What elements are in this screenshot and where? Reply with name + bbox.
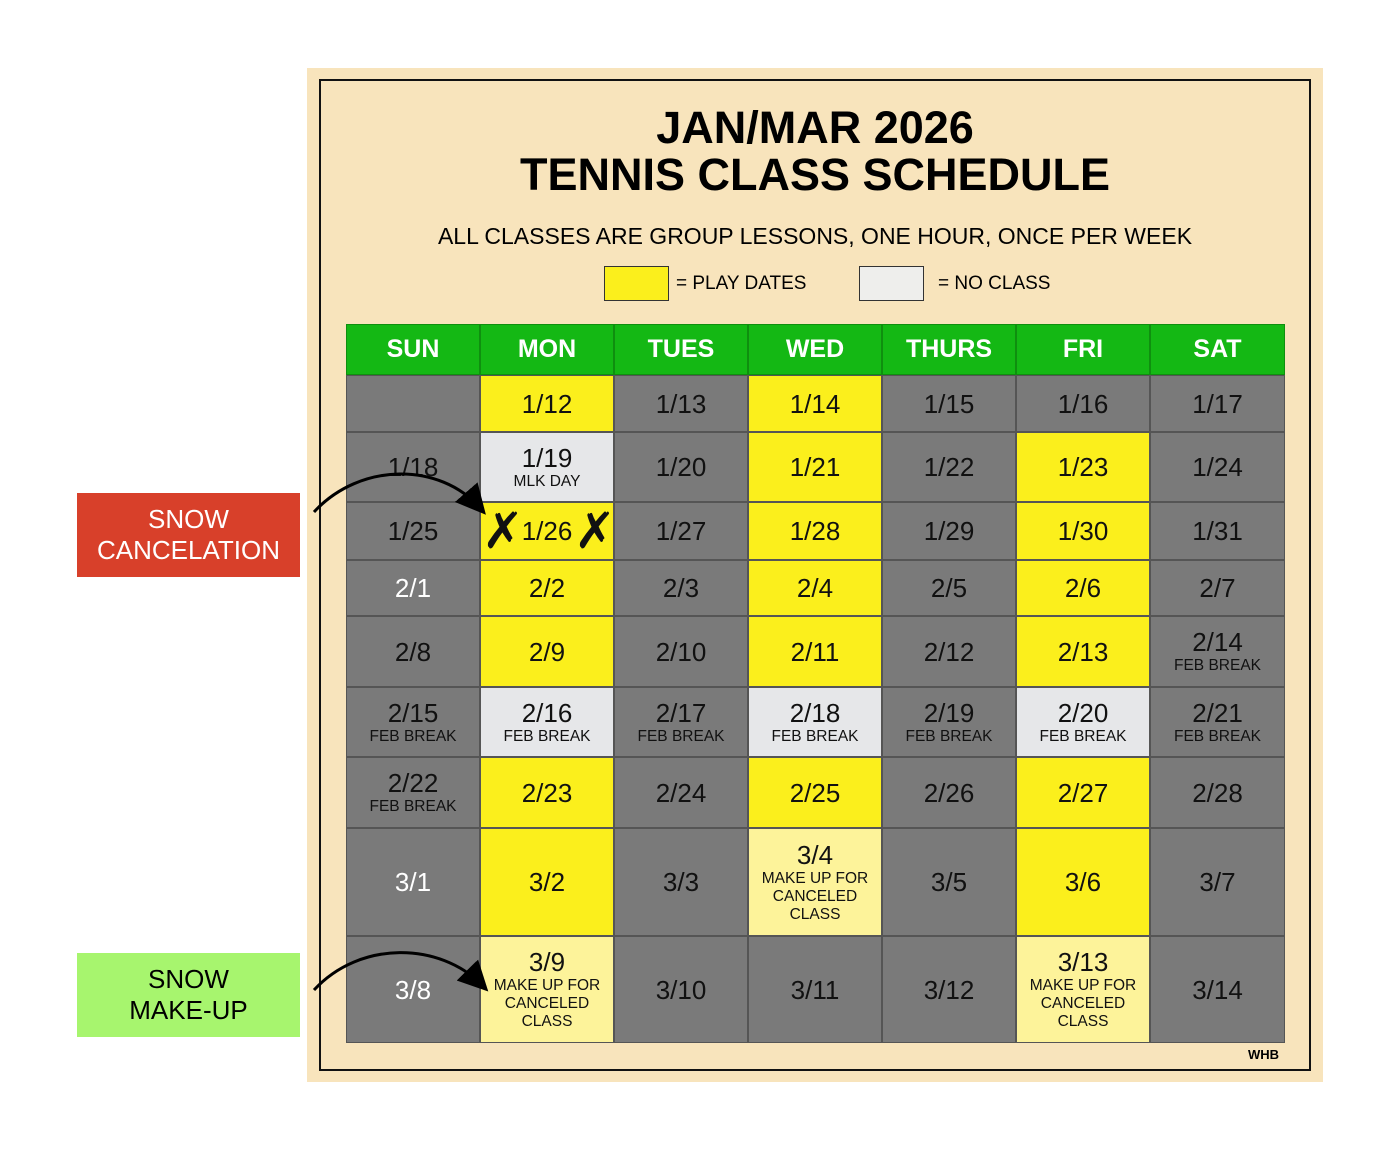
day-date: 2/4 — [796, 573, 834, 603]
day-date: 1/21 — [789, 452, 841, 482]
day-date: 2/1 — [394, 573, 432, 603]
day-header-sun: SUN — [346, 324, 480, 375]
day-date: 2/2 — [528, 573, 566, 603]
day-date: 2/19 — [923, 697, 975, 728]
day-date: 3/6 — [1064, 867, 1102, 897]
day-date: 2/12 — [923, 636, 975, 667]
tag-makeup-line-2: MAKE-UP — [129, 995, 248, 1025]
day-date: 2/9 — [528, 636, 566, 667]
day-date: 2/22 — [387, 768, 439, 798]
day-date: 1/16 — [1057, 388, 1109, 419]
day-date: 3/3 — [662, 867, 700, 897]
day-date: 3/5 — [930, 867, 968, 897]
day-date: 2/10 — [655, 636, 707, 667]
day-header-wed: WED — [748, 324, 882, 375]
day-date: 1/26 — [521, 516, 573, 546]
day-date: 2/14 — [1192, 627, 1243, 657]
day-date: 1/23 — [1057, 452, 1109, 482]
tag-cancel-line-1: SNOW — [148, 504, 229, 534]
day-date: 1/22 — [923, 452, 975, 482]
day-date: 3/7 — [1199, 867, 1236, 897]
day-date: 2/17 — [655, 697, 707, 728]
day-date: 2/15 — [387, 697, 439, 728]
day-date: 1/28 — [789, 516, 841, 546]
day-date: 3/10 — [655, 974, 707, 1005]
legend-noclass-label: = NO CLASS — [938, 273, 1051, 294]
day-date: 2/16 — [521, 697, 573, 728]
day-date: 3/4 — [796, 839, 834, 870]
legend-play-label: = PLAY DATES — [676, 273, 807, 294]
day-date: 1/27 — [655, 516, 707, 546]
day-date: 2/3 — [662, 573, 700, 603]
day-note: FEB BREAK — [369, 727, 457, 745]
day-note: FEB BREAK — [771, 727, 859, 745]
day-note: FEB BREAK — [1039, 727, 1127, 745]
day-note: MLK DAY — [513, 472, 581, 490]
day-note: FEB BREAK — [637, 727, 725, 745]
day-note: FEB BREAK — [1174, 657, 1261, 674]
day-date: 1/12 — [521, 388, 573, 419]
day-date: 3/2 — [528, 867, 566, 897]
day-date: 2/7 — [1199, 573, 1236, 603]
cancel-arrow — [314, 474, 480, 512]
cancel-x-mark-right: ✗ — [574, 503, 616, 559]
day-date: 2/5 — [930, 573, 968, 603]
day-header-thurs: THURS — [882, 324, 1016, 375]
day-date: 2/25 — [789, 777, 841, 808]
day-date: 3/1 — [394, 867, 432, 897]
day-date: 1/20 — [655, 452, 707, 482]
day-date: 2/13 — [1057, 636, 1109, 667]
day-date: 2/28 — [1192, 777, 1243, 808]
day-date: 3/11 — [790, 974, 840, 1005]
subtitle: ALL CLASSES ARE GROUP LESSONS, ONE HOUR, ONCE PER WEEK — [437, 223, 1193, 249]
day-date: 1/29 — [923, 516, 975, 546]
day-date: 3/13 — [1057, 947, 1109, 977]
day-date: 1/19 — [521, 442, 573, 473]
day-header-mon: MON — [480, 324, 614, 375]
day-note: FEB BREAK — [905, 727, 993, 745]
day-date: 2/24 — [655, 777, 707, 808]
day-date: 2/20 — [1057, 697, 1109, 728]
day-date: 1/14 — [789, 388, 841, 419]
day-date: 1/15 — [923, 388, 975, 419]
day-date: 2/18 — [789, 697, 841, 728]
cancel-x-mark-left: ✗ — [482, 503, 524, 559]
day-date: 1/17 — [1192, 388, 1243, 419]
day-date: 2/23 — [521, 777, 573, 808]
title-line-1: JAN/MAR 2026 — [656, 102, 974, 153]
day-date: 1/18 — [387, 452, 439, 482]
day-date: 2/11 — [790, 636, 840, 667]
day-date: 3/8 — [394, 974, 432, 1005]
day-date: 1/30 — [1057, 516, 1109, 546]
day-header-fri: FRI — [1016, 324, 1150, 375]
tag-makeup-line-1: SNOW — [148, 964, 229, 994]
day-note: MAKE UP FOR CANCELED CLASS — [493, 977, 601, 1030]
day-date: 1/24 — [1192, 452, 1243, 482]
day-note: FEB BREAK — [369, 798, 457, 815]
day-date: 2/21 — [1192, 697, 1243, 728]
day-date: 1/13 — [655, 388, 707, 419]
day-date: 2/8 — [394, 636, 432, 667]
day-date: 3/12 — [923, 974, 975, 1005]
day-header-tues: TUES — [614, 324, 748, 375]
day-header-sat: SAT — [1150, 324, 1285, 375]
day-date: 2/6 — [1064, 573, 1102, 603]
author-initials: WHB — [1248, 1047, 1280, 1062]
day-note: FEB BREAK — [1174, 727, 1261, 745]
day-note: MAKE UP FOR CANCELED CLASS — [1029, 977, 1137, 1030]
day-date: 1/31 — [1192, 516, 1243, 546]
day-date: 3/9 — [528, 947, 566, 977]
day-date: 1/25 — [387, 516, 439, 546]
day-date: 2/26 — [923, 777, 975, 808]
day-note: MAKE UP FOR CANCELED CLASS — [761, 869, 869, 923]
title-line-2: TENNIS CLASS SCHEDULE — [519, 149, 1111, 200]
day-note: FEB BREAK — [503, 727, 591, 745]
tag-cancel-line-2: CANCELATION — [97, 535, 280, 565]
makeup-arrow — [314, 953, 482, 990]
day-date: 2/27 — [1057, 777, 1109, 808]
day-date: 3/14 — [1192, 974, 1243, 1005]
